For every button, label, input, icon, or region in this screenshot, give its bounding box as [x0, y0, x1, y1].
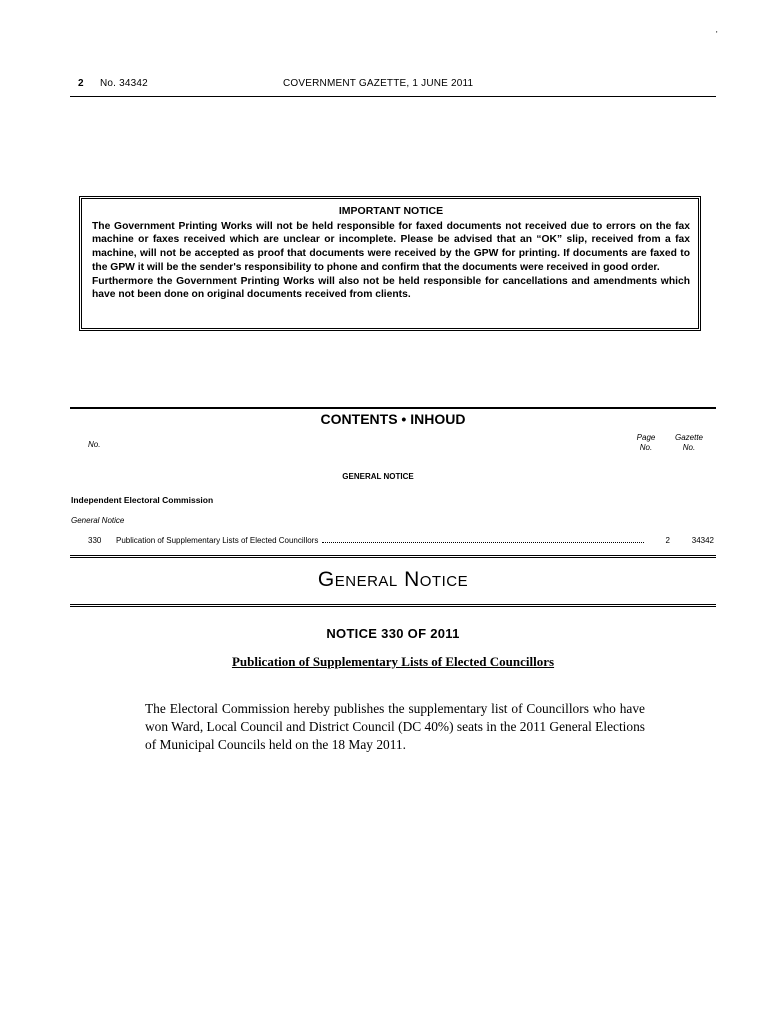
- column-header-gazette-line2: No.: [682, 443, 696, 452]
- notice-number: NOTICE 330 OF 2011: [326, 626, 460, 641]
- column-header-gazette-line1: Gazette: [674, 433, 703, 442]
- important-notice-paragraph-1: The Government Printing Works will not be held responsible for faxed documents not received due to errors on the fax machine or faxes received which are unclear or incomplete. Please be advised that an “OK” slip, received from a fax machine, will not be accepted as proof that documents were received by the GPW for printing. If documents are faxed to the GPW it will be the sender's responsibility to phone and confirm that the documents were received in good order.: [92, 220, 690, 273]
- issue-number: No. 34342: [100, 78, 148, 89]
- entry-leader-dots: [322, 542, 644, 543]
- column-header-page-line1: Page: [636, 433, 656, 442]
- contents-rule: [70, 407, 716, 409]
- contents-end-rule: [70, 555, 716, 558]
- entry-title: Publication of Supplementary Lists of Elected Councillors: [116, 536, 319, 545]
- general-notice-rule: [70, 604, 716, 607]
- entry-gazette: 34342: [691, 536, 714, 545]
- contents-category: General Notice: [71, 516, 125, 525]
- page-number: 2: [78, 78, 84, 89]
- notice-body: The Electoral Commission hereby publishes the supplementary list of Councillors who have won Ward, Local Council and District Council (DC 40%) seats in the 2011 General Elections of Municipal Councils held on the 18 May 2011.: [145, 701, 645, 752]
- contents-entry: [88, 536, 714, 545]
- column-header-page: [636, 433, 656, 453]
- entry-number: 330: [88, 536, 102, 545]
- contents-authority: Independent Electoral Commission: [71, 495, 214, 505]
- important-notice-box: [79, 196, 701, 331]
- general-notice-heading: General Notice: [317, 568, 469, 591]
- header-rule: [70, 96, 716, 97]
- contents-title: CONTENTS • INHOUD: [320, 411, 466, 427]
- entry-page: 2: [665, 536, 670, 545]
- notice-title: Publication of Supplementary Lists of Elected Councillors: [231, 654, 555, 669]
- publication-title: COVERNMENT GAZETTE, 1 JUNE 2011: [283, 78, 474, 89]
- corner-mark: ': [716, 30, 718, 39]
- contents-section-heading: GENERAL NOTICE: [342, 472, 414, 481]
- important-notice-paragraph-2: Furthermore the Government Printing Works will also not be held responsible for cancellations and amendments which have not been done on original documents received from clients.: [92, 275, 690, 301]
- column-header-gazette: [669, 433, 709, 453]
- column-header-no: No.: [88, 440, 101, 449]
- important-notice-title: IMPORTANT NOTICE: [338, 205, 444, 217]
- column-header-page-line2: No.: [639, 443, 653, 452]
